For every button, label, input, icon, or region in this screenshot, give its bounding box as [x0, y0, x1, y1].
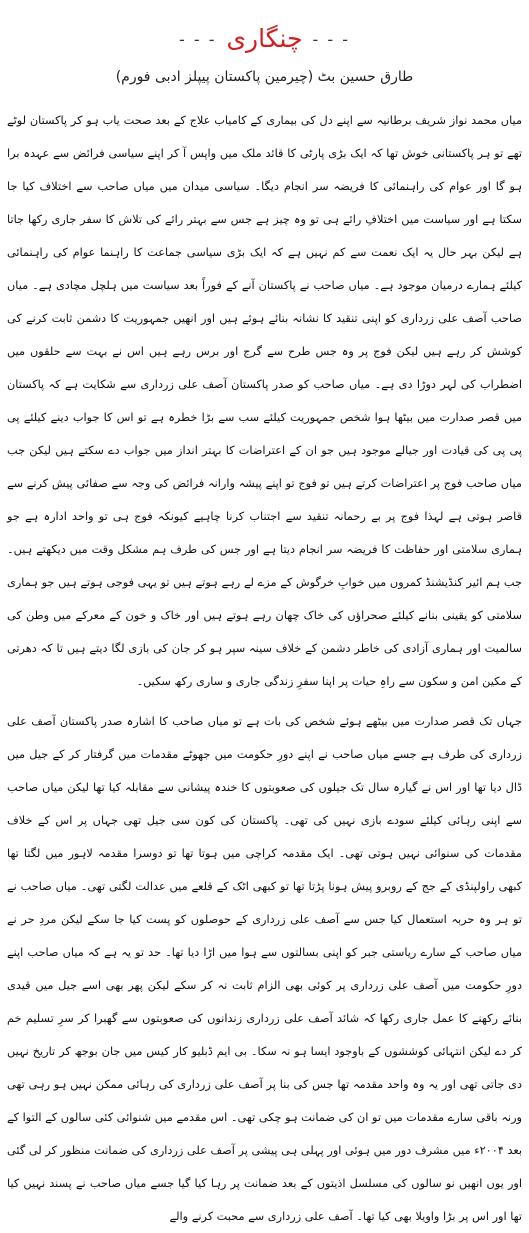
- article-title: چنگاری: [226, 24, 303, 53]
- article-header: [7, 22, 522, 90]
- author-byline: طارق حسین بٹ (چیرمین پاکستان پیپلز ادبی فورم): [115, 69, 414, 85]
- title-dashes-left: - - -: [178, 29, 217, 49]
- title-dashes-right: - - -: [312, 29, 351, 49]
- article-page: [0, 22, 529, 1231]
- article-paragraph: جہاں تک قصر صدارت میں بیٹھے ہوئے شخص کی بات ہے تو میاں صاحب کا اشارہ صدر پاکستان آصف علی زرداری کی طرف ہے جسے میاں صاحب نے اپنے دورِ حکومت میں جھوٹے مقدمات میں گرفتار کر کے جیل میں ڈال دیا تھا اور اس نے گیارہ سال تک جیلوں کی صعوبتوں کا خندہ پیشانی سے مقابلہ کیا تھا لیکن میاں صاحب سے اپنی رہائی کیلئے سودے بازی نہیں کی تھی۔ پاکستان کی کون سی جیل تھی جہاں پر اس کے خلاف مقدمات کی سنوائی نہیں ہوتی تھی۔ ایک مقدمہ کراچی میں ہوتا تھا تو دوسرا مقدمہ لاہور میں لگتا تھا کبھی راولپنڈی کے جج کے روبرو پیش ہونا پڑتا تھا تو کبھی اٹک کے قلعے میں عدالت لگتی تھی۔ میاں صاحب نے تو ہر وہ حربہ استعمال کیا جس سے آصف علی زرداری کے حوصلوں کو پست کیا جا سکے لیکن مردِ حر نے میاں صاحب کے سارے ریاستی جبر کو اپنی بسالتوں سے ہوا میں اڑا دیا تھا۔ حد تو یہ ہے کہ میاں صاحب اپنے دورِ حکومت میں آصف علی زرداری پر کوئی بھی الزام ثابت نہ کر سکے لیکن پھر بھی اسے جیل میں قیدی بنائے رکھنے کا عمل جاری رکھا کہ شائد آصف علی زرداری زندانوں کی صعوبتوں سے گھبرا کر سرِ تسلیم خم کر دے لیکن انتہائی کوششوں کے باوجود ایسا ہو نہ سکا۔ بی ایم ڈبلیو کار کیس میں جان بوجھ کر تاریخ نہیں دی جاتی تھی اور یہ وہ واحد مقدمہ تھا جس کی بنا پر آصف علی زرداری کی رہائی ممکن نہیں ہو رہی تھی ورنہ باقی سارے مقدمات میں تو ان کی ضمانت ہو چکی تھی۔ اس مقدمے میں شنوائی کئی سالوں کے التوا کے بعد ۲۰۰۴ء میں مشرف دور میں ہوئی اور پہلی ہی پیشی پر آصف علی زرداری کی ضمانت منظور کر لی گئی اور یوں انھیں نو سالوں کی مسلسل اذیتوں کے بعد ضمانت پر رہا کیا گیا جسے میاں صاحب نے پسند نہیں کیا تھا اور اس پر بڑا واویلا بھی کیا تھا۔ آصف علی زرداری سے محبت کرنے والے: [7, 715, 522, 1223]
- article-paragraph: میاں محمد نواز شریف برطانیہ سے اپنے دل کی بیماری کے کامیاب علاج کے بعد صحت یاب ہو کر پاکستان لوٹے تھے تو ہر پاکستانی خوش تھا کہ ایک بڑی پارٹی کا قائد ملک میں واپس آ کر اپنے سیاسی فرائض سے عہدہ برا ہو گا اور عوام کی راہنمائی کا فریضہ سر انجام دیگا۔ سیاسی میدان میں میاں صاحب سے اختلاف کیا جا سکتا ہے اور سیاست میں اختلافِ رائے ہی تو وہ چیز ہے جس سے بہتر رائے کی تلاش کا سفر جاری رکھا جاتا ہے لیکن بہر حال یہ ایک نعمت سے کم نہیں ہے کہ ایک بڑی سیاسی جماعت کا راہنما عوام کی راہنمائی کیلئے ہمارے درمیان موجود ہے۔ میاں صاحب نے پاکستان آنے کے فوراً بعد سیاست میں ہلچل مچادی ہے۔ میاں صاحب آصف علی زرداری کو اپنی تنقید کا نشانہ بنائے ہوئے ہیں اور انھیں جمہوریت کا دشمن ثابت کرنے کی کوشش کر رہے ہیں لیکن فوج پر وہ جس طرح سے گرج اور برس رہے ہیں اس نے بہت سے حلقوں میں اضطراب کی لہر دوڑا دی ہے۔ میاں صاحب کو صدر پاکستان آصف علی زرداری سے شکایت ہے کہ پاکستان میں قصر صدارت میں بیٹھا ہوا شخص جمہوریت کیلئے سب سے بڑا خطرہ ہے تو اس کا جواب دینے کیلئے پی پی پی کی قیادت اور جیالے موجود ہیں جو ان کے اعتراضات کا بہتر انداز میں جواب دے سکتے ہیں لیکن جب میاں صاحب فوج پر اعتراضات کرتے ہیں تو فوج تو اپنے پیشہ وارانہ فرائض کی وجہ سے صفائی پیش کرنے سے قاصر ہوتی ہے لہذا فوج پر بے رحمانہ تنقید سے اجتناب کرنا چاہیے کیونکہ فوج ہی تو واحد ادارہ ہے جو ہماری سلامتی اور حفاظت کا فریضہ سر انجام دیتا ہے اور جس کی طرف ہم مشکل وقت میں دیکھتے ہیں۔ جب ہم ائیر کنڈیشنڈ کمروں میں خوابِ خرگوش کے مزے لے رہے ہوتے ہیں تو یہی فوجی ہوتے ہیں جو ہماری سلامتی کو یقینی بنانے کیلئے صحراؤں کی خاک چھان رہے ہوتے ہیں اور خاک و خون کے معرکے میں وطن کی سالمیت اور ہماری آزادی کی خاطر دشمن کے خلاف سینہ سپر ہو کر جان کی بازی لگا دیتے ہیں تا کہ دھرتی کے مکین امن و سکون سے راہِ حیات پر اپنا سفرِ زندگی جاری و ساری رکھ سکیں۔: [7, 114, 522, 688]
- title-row: [7, 22, 522, 56]
- article-body: [7, 104, 522, 1233]
